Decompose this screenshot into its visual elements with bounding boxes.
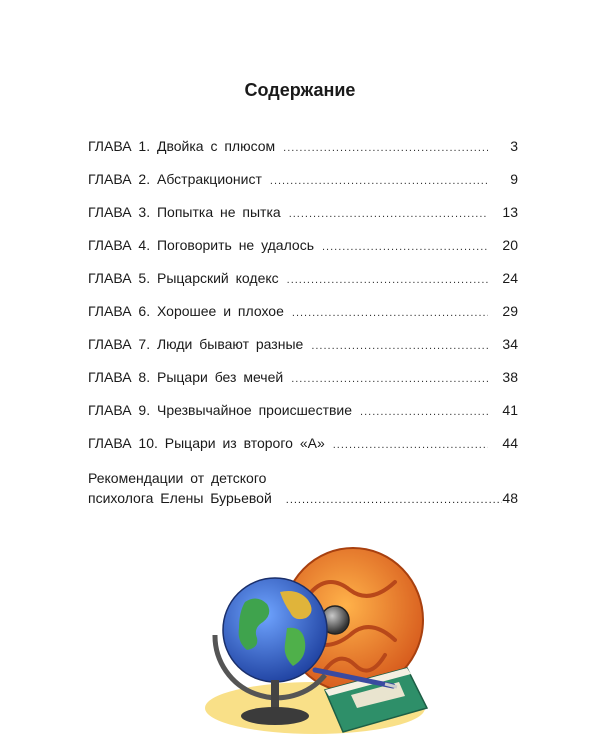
chapter-title: ГЛАВА 3. Попытка не пытка xyxy=(88,204,281,220)
page-number: 20 xyxy=(502,237,518,253)
dot-leader xyxy=(289,208,488,220)
dot-leader xyxy=(270,175,488,187)
toc-entry[interactable] xyxy=(88,369,518,402)
dot-leader xyxy=(311,340,488,352)
chapter-title: ГЛАВА 6. Хорошее и плохое xyxy=(88,303,284,319)
page-number: 3 xyxy=(510,138,518,154)
page-number: 9 xyxy=(510,171,518,187)
dot-leader xyxy=(322,241,488,253)
recommendation-title-line1: Рекомендации от детского xyxy=(88,470,267,486)
toc-entry[interactable] xyxy=(88,303,518,336)
page-number: 48 xyxy=(502,490,518,506)
dot-leader xyxy=(286,494,503,506)
page-title: Содержание xyxy=(244,80,356,100)
toc-entry[interactable] xyxy=(88,270,518,303)
toc-entry[interactable] xyxy=(88,435,518,468)
dot-leader xyxy=(360,406,488,418)
page-number: 13 xyxy=(502,204,518,220)
page-number: 44 xyxy=(502,435,518,451)
toc-entry[interactable] xyxy=(88,138,518,171)
page-number: 34 xyxy=(502,336,518,352)
chapter-title: ГЛАВА 7. Люди бывают разные xyxy=(88,336,304,352)
dot-leader xyxy=(287,274,488,286)
toc-entry[interactable] xyxy=(88,402,518,435)
table-of-contents xyxy=(88,138,518,506)
page-number: 41 xyxy=(502,402,518,418)
chapter-title: ГЛАВА 9. Чрезвычайное происшествие xyxy=(88,402,353,418)
toc-entry[interactable] xyxy=(88,336,518,369)
chapter-title: ГЛАВА 10. Рыцари из второго «А» xyxy=(88,435,325,451)
dot-leader xyxy=(283,142,488,154)
toc-entry[interactable] xyxy=(88,171,518,204)
dot-leader xyxy=(292,307,488,319)
toc-entry[interactable] xyxy=(88,204,518,237)
chapter-title: ГЛАВА 1. Двойка с плюсом xyxy=(88,138,276,154)
toc-entry[interactable] xyxy=(88,237,518,270)
page-number: 38 xyxy=(502,369,518,385)
page-number: 29 xyxy=(502,303,518,319)
chapter-title: ГЛАВА 2. Абстракционист xyxy=(88,171,262,187)
chapter-title: ГЛАВА 8. Рыцари без мечей xyxy=(88,369,284,385)
chapter-title: ГЛАВА 4. Поговорить не удалось xyxy=(88,237,314,253)
dot-leader xyxy=(291,373,488,385)
dot-leader xyxy=(333,439,488,451)
toc-entry-recommendations[interactable] xyxy=(88,470,518,506)
chapter-title: ГЛАВА 5. Рыцарский кодекс xyxy=(88,270,279,286)
recommendation-title-line2: психолога Елены Бурьевой xyxy=(88,490,272,506)
page-number: 24 xyxy=(502,270,518,286)
illustration xyxy=(175,540,445,740)
